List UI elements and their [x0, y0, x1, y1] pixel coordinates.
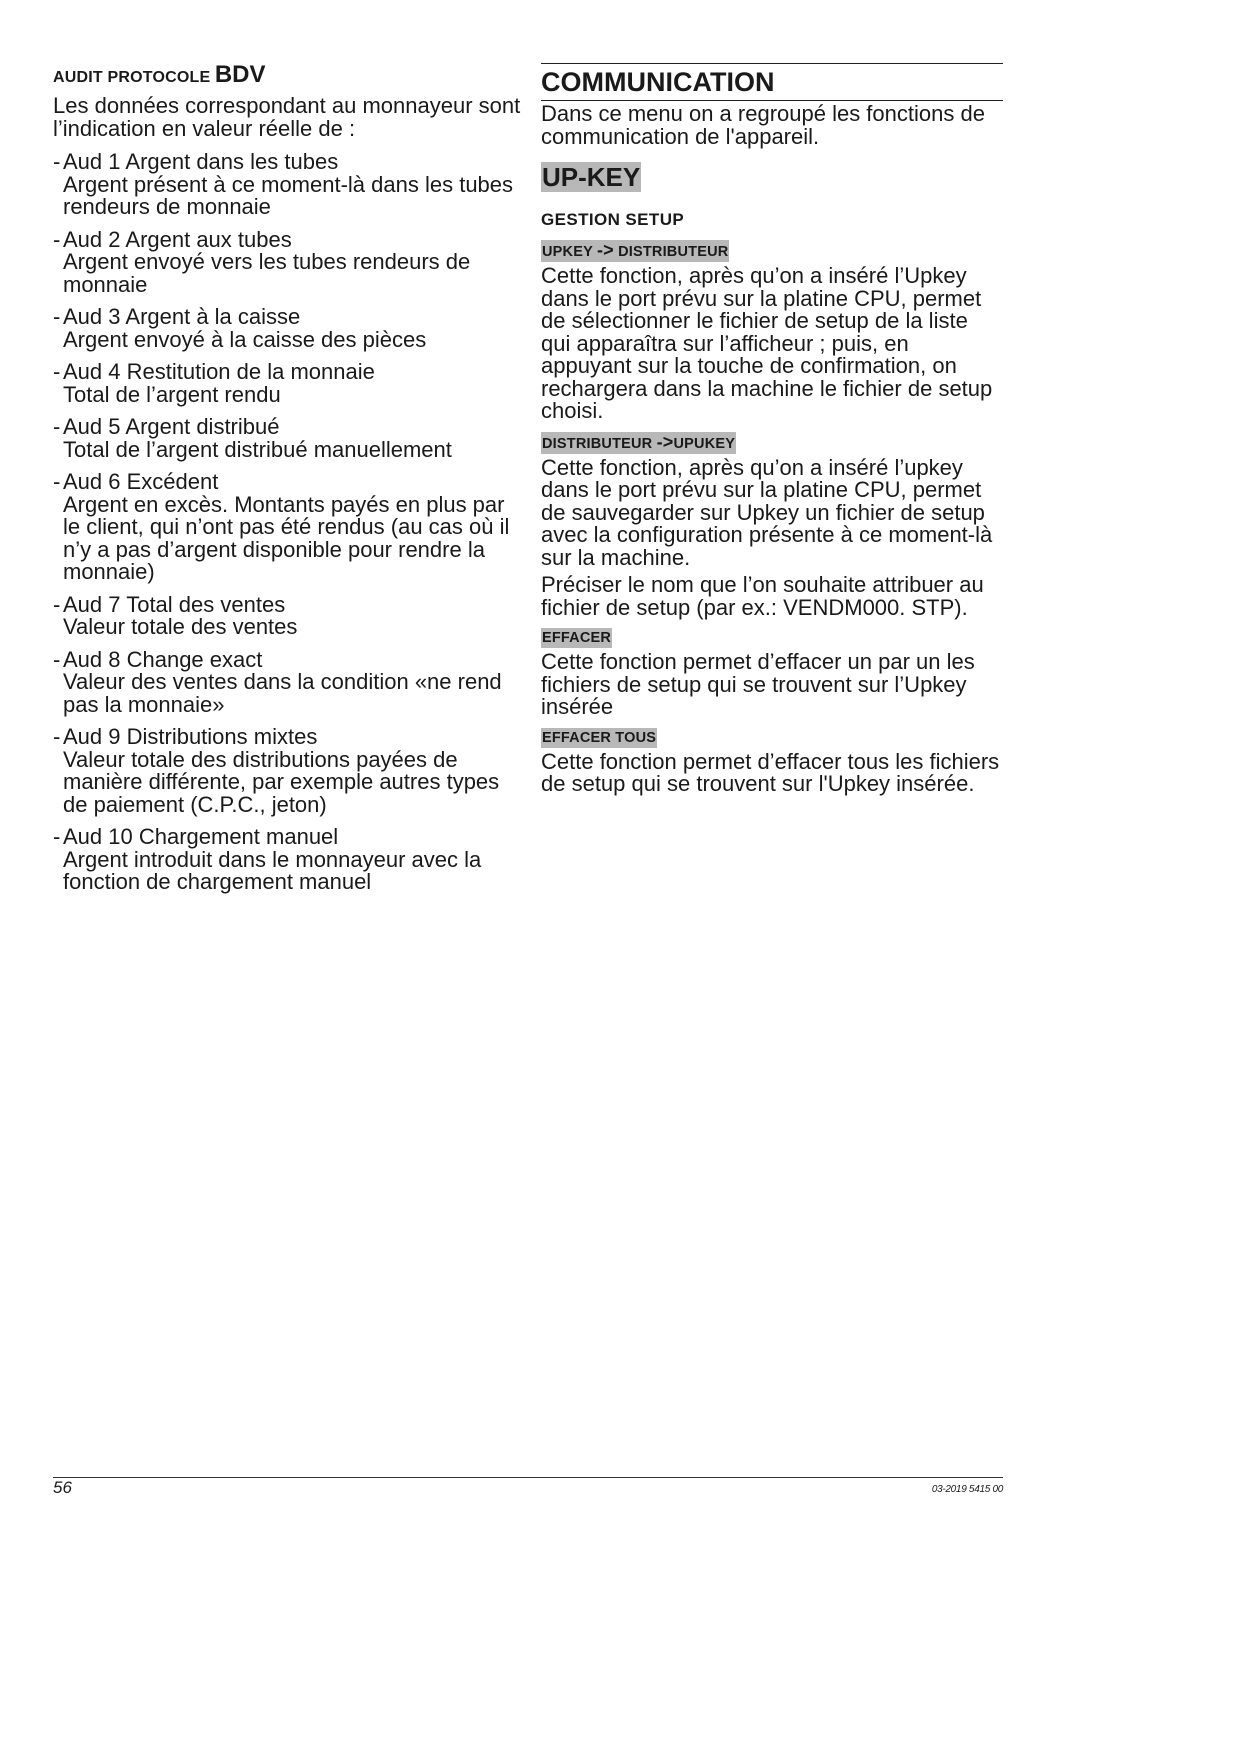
document-reference: 03-2019 5415 00	[931, 1484, 1003, 1495]
footer-divider	[53, 1477, 1003, 1478]
effacer-tous-text: Cette fonction permet d’effacer tous les fichiers de setup qui se trouvent sur l'Upkey insérée.	[541, 748, 1000, 796]
list-item	[53, 646, 523, 717]
list-item	[53, 361, 523, 406]
subhead-label-b: DISTRIBUTEUR	[618, 244, 729, 260]
list-dash: -	[53, 646, 61, 672]
effacer-tous-heading: EFFACER TOUS	[542, 729, 657, 746]
audit-item-title: Aud 7 Total des ventes	[63, 591, 286, 617]
list-item	[53, 226, 523, 297]
audit-protocol-heading	[53, 60, 523, 93]
subhead-label-b: UPUKEY	[673, 435, 736, 452]
audit-item-title: Aud 1 Argent dans les tubes	[63, 149, 339, 174]
effacer-heading: EFFACER	[542, 630, 612, 646]
list-dash: -	[53, 149, 61, 174]
audit-item-desc: Valeur totale des distributions payées de manière différente, par exemple autres types de paiement (C.P.C., jeton)	[63, 746, 500, 817]
audit-list	[53, 151, 523, 894]
audit-item-desc: Argent introduit dans le monnayeur avec la fonction de chargement manuel	[63, 846, 482, 894]
upkey-to-distributeur-heading	[541, 240, 729, 262]
subhead-label-a: DISTRIBUTEUR	[542, 435, 653, 452]
arrow-icon: ->	[596, 240, 614, 260]
communication-heading: COMMUNICATION	[541, 63, 1003, 101]
audit-item-desc: Total de l’argent rendu	[63, 381, 281, 407]
audit-item-desc: Valeur totale des ventes	[63, 614, 298, 639]
subhead-label-a: UPKEY	[542, 244, 593, 260]
page-number: 56	[53, 1478, 72, 1497]
upkey-to-distributeur-text: Cette fonction, après qu’on a inséré l’Upkey dans le port prévu sur la platine CPU, permet de sélectionner le fichier de setup de la liste qui apparaîtra sur l’afficheur ; puis, en appuyant sur la touche de confirmation, on rechargera dans la machine le fichier de setup choisi.	[541, 263, 993, 423]
list-dash: -	[53, 226, 61, 252]
audit-item-title: Aud 5 Argent distribué	[63, 414, 280, 439]
audit-item-title: Aud 8 Change exact	[63, 646, 263, 672]
distributeur-to-upkey-text: Cette fonction, après qu’on a inséré l’upkey dans le port prévu sur la platine CPU, permet de sauvegarder sur Upkey un fichier de setup avec la configuration présente à ce moment-là sur la machine.	[541, 454, 993, 570]
list-dash: -	[53, 469, 61, 494]
list-dash: -	[53, 824, 61, 849]
audit-item-desc: Argent envoyé vers les tubes rendeurs de monnaie	[63, 249, 471, 297]
audit-item-desc: Argent envoyé à la caisse des pièces	[63, 326, 427, 352]
audit-item-title: Aud 4 Restitution de la monnaie	[63, 359, 375, 384]
right-column	[541, 60, 1003, 796]
list-dash: -	[53, 359, 61, 384]
list-dash: -	[53, 304, 61, 329]
effacer-text: Cette fonction permet d’effacer un par un les fichiers de setup qui se trouvent sur l’Upkey insérée	[541, 649, 975, 719]
list-item	[53, 151, 523, 219]
audit-title-big: BDV	[214, 61, 266, 88]
left-column	[53, 60, 523, 894]
audit-item-title: Aud 3 Argent à la caisse	[63, 304, 301, 329]
audit-title-small: AUDIT PROTOCOLE	[53, 69, 211, 86]
audit-item-desc: Argent présent à ce moment-là dans les tubes rendeurs de monnaie	[63, 171, 514, 219]
audit-item-title: Aud 2 Argent aux tubes	[63, 226, 292, 252]
audit-item-desc: Argent en excès. Montants payés en plus par le client, qui n’ont pas été rendus (au cas où il n’y a pas d’argent disponible pour rendre la monnaie)	[63, 491, 510, 584]
list-dash: -	[53, 591, 61, 617]
list-dash: -	[53, 724, 61, 749]
list-item	[53, 826, 523, 894]
audit-item-title: Aud 9 Distributions mixtes	[63, 724, 318, 749]
distributeur-to-upkey-text-2: Préciser le nom que l’on souhaite attribuer au fichier de setup (par ex.: VENDM000. STP).	[541, 572, 984, 620]
list-item	[53, 306, 523, 351]
list-item	[53, 471, 523, 584]
audit-intro: Les données correspondant au monnayeur sont l’indication en valeur réelle de :	[53, 93, 521, 141]
list-item	[53, 416, 523, 461]
communication-desc: Dans ce menu on a regroupé les fonctions de communication de l'appareil.	[541, 101, 985, 149]
audit-item-title: Aud 10 Chargement manuel	[63, 824, 339, 849]
arrow-icon: ->	[656, 431, 674, 452]
audit-item-desc: Total de l’argent distribué manuellement	[63, 436, 452, 462]
gestion-setup-heading: GESTION SETUP	[541, 210, 685, 229]
audit-item-desc: Valeur des ventes dans la condition «ne rend pas la monnaie»	[63, 669, 502, 717]
upkey-heading: UP-KEY	[542, 162, 641, 192]
distributeur-to-upkey-heading	[541, 432, 736, 454]
list-dash: -	[53, 414, 61, 439]
list-item	[53, 726, 523, 816]
list-item	[53, 591, 523, 639]
audit-item-title: Aud 6 Excédent	[63, 469, 219, 494]
